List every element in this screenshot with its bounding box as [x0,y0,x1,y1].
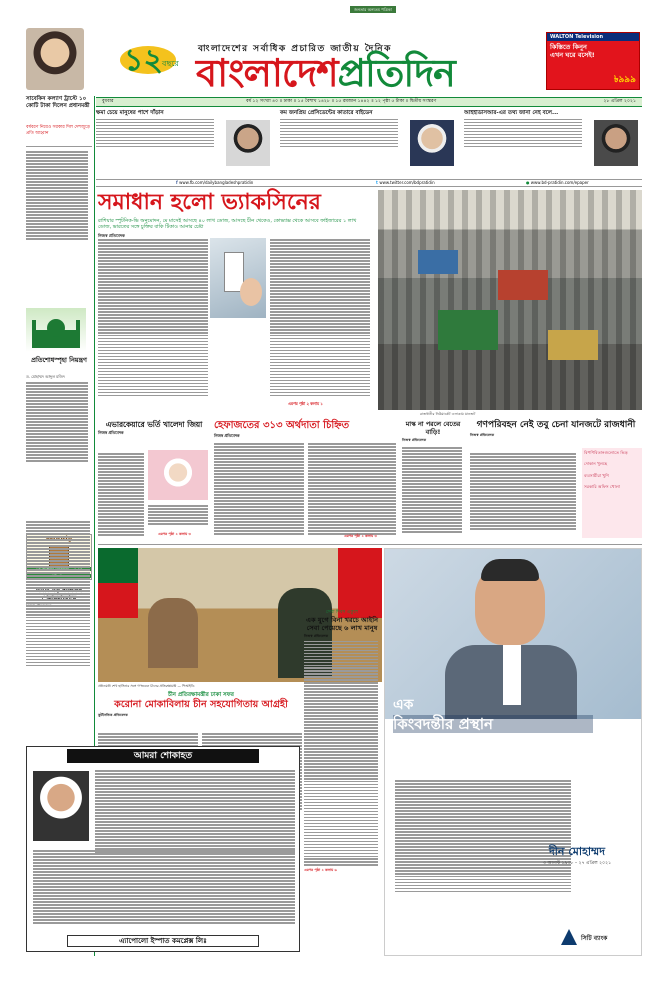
obituary-ad [26,746,300,952]
pm-photo [26,28,84,90]
masthead-tagline: বাংলাদেশের সর্বাধিক প্রচারিত জাতীয় দৈনিক [198,44,392,54]
china-kicker: চীন প্রতিরক্ষামন্ত্রীর ঢাকা সফর [168,692,234,698]
teaser-1-title: ক্ষমা চেয়ে মানুষের পাশে দাঁড়ান [96,110,164,116]
obituary-title: আমরা শোকাহত [67,749,259,763]
memorial-title-small: এক [393,697,414,713]
china-caption: প্রধানমন্ত্রী শেখ হাসিনার সঙ্গে গণভবনে চীনের প্রতিরক্ষামন্ত্রী — পিআইডি [98,684,195,688]
khaleda-story [98,420,210,542]
anniversary-logo-icon [116,38,192,78]
lead-subhead: রাশিয়ার স্পুটনিক-ভি অনুমোদন, মে মাসেই আসছে ৪০ লাখ ডোজ, আসছে চীন থেকেও, কোভ্যাক্স থেকে আসবে ফাইজারের ১ লাখ ডোজ, ভারতের সঙ্গে চুক্তির বাকি টিকাও আনার চেষ্টা [98,218,357,231]
teaser-1[interactable] [96,110,274,176]
khaleda-title[interactable]: এভারকেয়ারে ভর্তি খালেদা জিয়া [105,420,203,429]
masthead [0,0,650,96]
walton-brand: WALTON Television [547,33,639,41]
ekush-story [304,610,380,940]
anniversary-badge [116,38,192,78]
memorial-portrait [385,549,641,719]
epaper-link[interactable]: ● www.bd-pratidin.com/epaper [526,180,589,185]
dateline-issue: বর্ষ ১২ সংখ্যা ৪০ ॥ ঢাকা ॥ ১৫ বৈশাখ ১৪২৮ ॥ ১৫ রমজান ১৪৪২ ॥ ১২ পৃষ্ঠা ৫ টাকা ॥ দ্বিতীয় সংস্করণ [246,99,437,104]
mask-story [402,420,464,542]
transport-sidebar [582,448,642,538]
masthead-title-right: প্রতিদিন [337,51,455,95]
ekush-byline: নিজস্ব প্রতিবেদক [304,634,329,639]
sidebar-item-1: দোকান খুলছে [584,461,608,467]
city-bank-logo-icon [561,929,577,945]
masthead-tagline-top: জনতার অন্যতম পত্রিকা [350,6,396,13]
memorial-dates: ৩ আগস্ট ১৯৩৮ – ২৭ এপ্রিল ২০২১ [543,861,612,866]
teaser-2-photo [410,120,454,166]
teaser-3-title: আইইডিসিআর-এর তথ্য জানা নেই বলে... [464,110,559,116]
transport-story [470,420,642,542]
china-byline: কূটনৈতিক প্রতিবেদক [98,712,128,717]
teaser-3-photo [594,120,638,166]
sidebar-item-0: বিপণিবিতানগুলোতে ভিড় [584,450,628,455]
memorial-ad [384,548,642,956]
dateline-bar [96,97,642,107]
facebook-link[interactable]: f www.fb.com/dailybangladeshpratidin [176,180,254,185]
left-story-2-body [26,520,90,668]
walton-ad-text: কিস্তিতে কিনুন এখন ঘরে বসেই! [550,43,595,60]
hefazat-more[interactable]: এরপর পৃষ্ঠা ২ কলাম ৩ [344,534,377,538]
teaser-3[interactable] [464,110,642,176]
khaleda-more[interactable]: এরপর পৃষ্ঠা ২ কলাম ৩ [158,532,191,536]
left-top-subtitle: বর্ষবরণ নিয়েও সরকার দিল দেশজুড়ে প্রতি আহ্বান [26,125,90,136]
walton-price: ৳৯৯৯ [613,74,636,85]
hefazat-byline: নিজস্ব প্রতিবেদক [214,433,240,438]
mask-title[interactable]: মাস্ক না পরলে বেতের বাড়ি! [405,420,461,436]
hefazat-title[interactable]: হেফাজতের ৩১৩ অর্থদাতা চিহ্নিত [214,420,350,431]
social-bar [96,179,642,187]
dateline-day: বুধবার [102,99,114,104]
teaser-2[interactable] [280,110,458,176]
left-top-title[interactable]: সাবেকিন কল্যাণ ট্রাস্টে ১০ কোটি টাকা দিলেন প্রধানমন্ত্রী [26,96,90,109]
left-story-1-byline: ড. মোহাম্মদ আব্দুল মজিদ [26,374,65,379]
hefazat-story [214,420,398,542]
lead-story [98,190,372,410]
svg-text:বছরে: বছরে [162,59,179,68]
vaccine-photo [210,238,266,318]
twitter-icon: t [376,180,380,185]
memorial-name: দীন মোহাম্মদ [549,845,605,858]
memorial-bank: সিটি ব্যাংক [581,935,608,942]
globe-icon: ● [526,180,531,185]
lead-more[interactable]: এরপর পৃষ্ঠা ২ কলাম ১ [288,401,323,406]
khaleda-byline: নিজস্ব প্রতিবেদক [98,430,124,435]
teaser-2-title: কম জনপ্রিয় প্রেসিডেন্টের কাতারে বাইডেন [280,110,373,116]
transport-title[interactable]: গণপরিবহন নেই তবু চেনা যানজটে রাজধানী [476,420,636,430]
ekush-kicker: সেবা দিবস একুশে [325,610,359,615]
obituary-footer: এ্যাপোলো ইস্পাত কমপ্লেক্স লিঃ [67,935,259,947]
lead-headline[interactable]: সমাধান হলো ভ্যাকসিনের [98,190,321,215]
teaser-1-photo [226,120,270,166]
sidebar-item-2: ব্যবসায়ীরা খুশি [584,472,609,478]
walton-ad [546,32,640,90]
dateline-date: ২৮ এপ্রিল ২০২১ [603,99,636,104]
teaser-row [96,110,642,176]
masthead-title [196,50,455,98]
mosque-icon [26,308,86,352]
twitter-link[interactable]: t www.twitter.com/bdpratidin [376,180,435,185]
obituary-photo [33,771,89,841]
traffic-caption: রাজধানীর নিউমার্কেট এলাকায় যানজট [420,412,476,416]
ekush-more[interactable]: এরপর পৃষ্ঠা ২ কলাম ৬ [304,868,337,873]
mask-byline: নিজস্ব প্রতিবেদক [402,438,427,442]
khaleda-photo [148,450,208,500]
svg-text:১২: ১২ [124,43,163,78]
left-story-1-title[interactable]: প্রতিশোধস্পৃহা নিয়ন্ত্রণ [31,356,87,364]
facebook-icon: f [176,180,180,185]
ekush-title[interactable]: এক যুগে বিনা খরচে আইনি সেবা পেয়েছে ৬ লাখ মানুষ [305,615,379,632]
masthead-title-left: বাংলাদেশ [196,51,338,95]
memorial-title-large: কিংবদন্তীর প্রস্থান [393,715,593,733]
china-title[interactable]: করোনা মোকাবিলায় চীন সহযোগিতায় আগ্রহী [114,698,288,710]
lead-byline: নিজস্ব প্রতিবেদক [98,232,125,238]
traffic-photo [378,190,642,410]
ramadan-graphic [26,308,86,352]
sidebar-item-3: সরকারি অফিস খোলা [584,483,621,489]
transport-byline: নিজস্ব প্রতিবেদক [470,433,495,437]
